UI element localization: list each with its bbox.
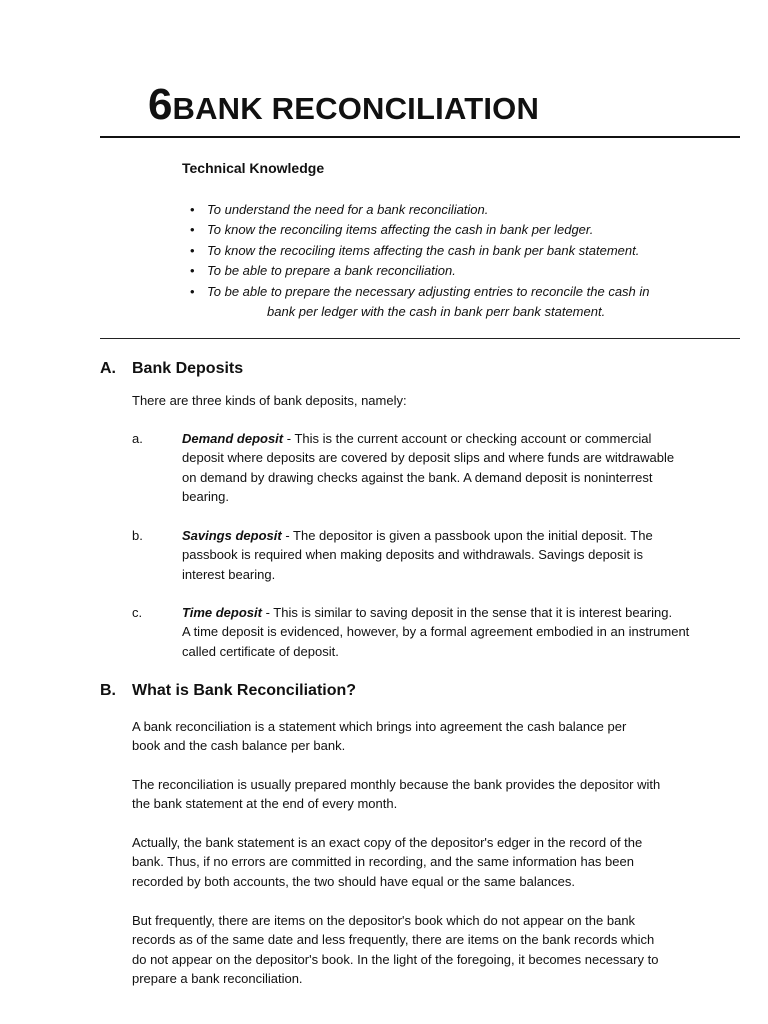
item-c-line: called certificate of deposit. [182,643,339,659]
section-b-letter: B. [100,682,116,699]
section-b-paragraph-3 [132,833,642,891]
paragraph-line: bank. Thus, if no errors are committed in recording, and the same information has been [132,854,634,870]
chapter-title-text: BANK RECONCILIATION [172,91,540,126]
item-a-line: deposit where deposits are covered by deposit slips and where funds are witdrawable [182,450,675,466]
chapter-title [148,80,539,132]
bullet-icon: • [190,202,195,217]
paragraph-line: prepare a bank reconciliation. [132,971,303,987]
item-c-line [182,603,689,622]
item-a-line: bearing. [182,489,229,505]
section-b-paragraph-2 [132,775,660,814]
section-divider [100,338,740,339]
item-b-text [182,526,653,584]
item-a-text [182,429,674,507]
objective-text-continued: bank per ledger with the cash in bank perr bank statement. [267,304,606,320]
objective-item [190,200,650,220]
paragraph-line: book and the cash balance per bank. [132,738,346,754]
objective-item [190,282,650,323]
bullet-icon: • [190,283,195,299]
technical-knowledge-heading: Technical Knowledge [182,160,325,176]
section-a-intro: There are three kinds of bank deposits, namely: [132,393,407,408]
paragraph-line: A bank reconciliation is a statement which brings into agreement the cash balance per [132,719,627,734]
section-b-heading [100,682,356,700]
section-b-paragraph-1 [132,717,626,756]
item-c-text [182,603,689,661]
item-a-line [182,429,674,448]
paragraph-line: Actually, the bank statement is an exact copy of the depositor's edger in the record of the [132,835,643,850]
item-c-letter: c. [132,605,143,620]
objective-text: To be able to prepare the necessary adjusting entries to reconcile the cash in [207,283,650,299]
item-b-letter: b. [132,528,143,543]
bullet-icon: • [190,222,195,238]
paragraph-line: recorded by both accounts, the two should have equal or the same balances. [132,873,576,889]
paragraph-line: do not appear on the depositor's book. In the light of the foregoing, it becomes necessary to [132,951,659,967]
title-rule [100,136,740,138]
item-b-line-text: - The depositor is given a passbook upon the initial deposit. The [281,528,653,543]
section-a-letter: A. [100,360,116,377]
bullet-icon: • [190,242,195,258]
objective-item [190,241,650,261]
section-a-heading [100,360,243,378]
section-b-title: What is Bank Reconciliation? [132,682,357,699]
item-b-line: passbook is required when making deposits and withdrawals. Savings deposit is [182,547,644,563]
item-c-term: Time deposit [182,605,262,620]
objective-text: To know the recociling items affecting the cash in bank per bank statement. [207,242,640,258]
bullet-icon: • [190,263,195,279]
objective-item [190,220,650,240]
objective-text: To know the reconciling items affecting the cash in bank per ledger. [207,222,594,238]
objective-item [190,261,650,281]
objective-text: To understand the need for a bank reconciliation. [207,202,489,217]
item-a-line-text: - This is the current account or checking account or commercial [283,431,652,446]
paragraph-line: The reconciliation is usually prepared monthly because the bank provides the depositor with [132,777,661,792]
item-b-term: Savings deposit [182,528,282,543]
item-a-line: on demand by drawing checks against the bank. A demand deposit is noninterrest [182,469,653,485]
item-c-line: A time deposit is evidenced, however, by a formal agreement embodied in an instrument [182,624,690,640]
paragraph-line: records as of the same date and less frequently, there are items on the bank records which [132,932,655,948]
item-a-letter: a. [132,431,143,446]
item-a-term: Demand deposit [182,431,284,446]
paragraph-line: But frequently, there are items on the depositor's book which do not appear on the bank [132,913,636,928]
section-b-paragraph-4 [132,911,658,989]
objective-text: To be able to prepare a bank reconciliation. [207,263,456,279]
item-b-line [182,526,653,545]
paragraph-line: the bank statement at the end of every month. [132,796,398,812]
item-b-line: interest bearing. [182,566,276,582]
item-c-line-text: - This is similar to saving deposit in the sense that it is interest bearing. [261,605,673,620]
objectives-list [190,200,650,322]
chapter-number: 6 [148,80,173,129]
section-a-title: Bank Deposits [132,360,244,377]
